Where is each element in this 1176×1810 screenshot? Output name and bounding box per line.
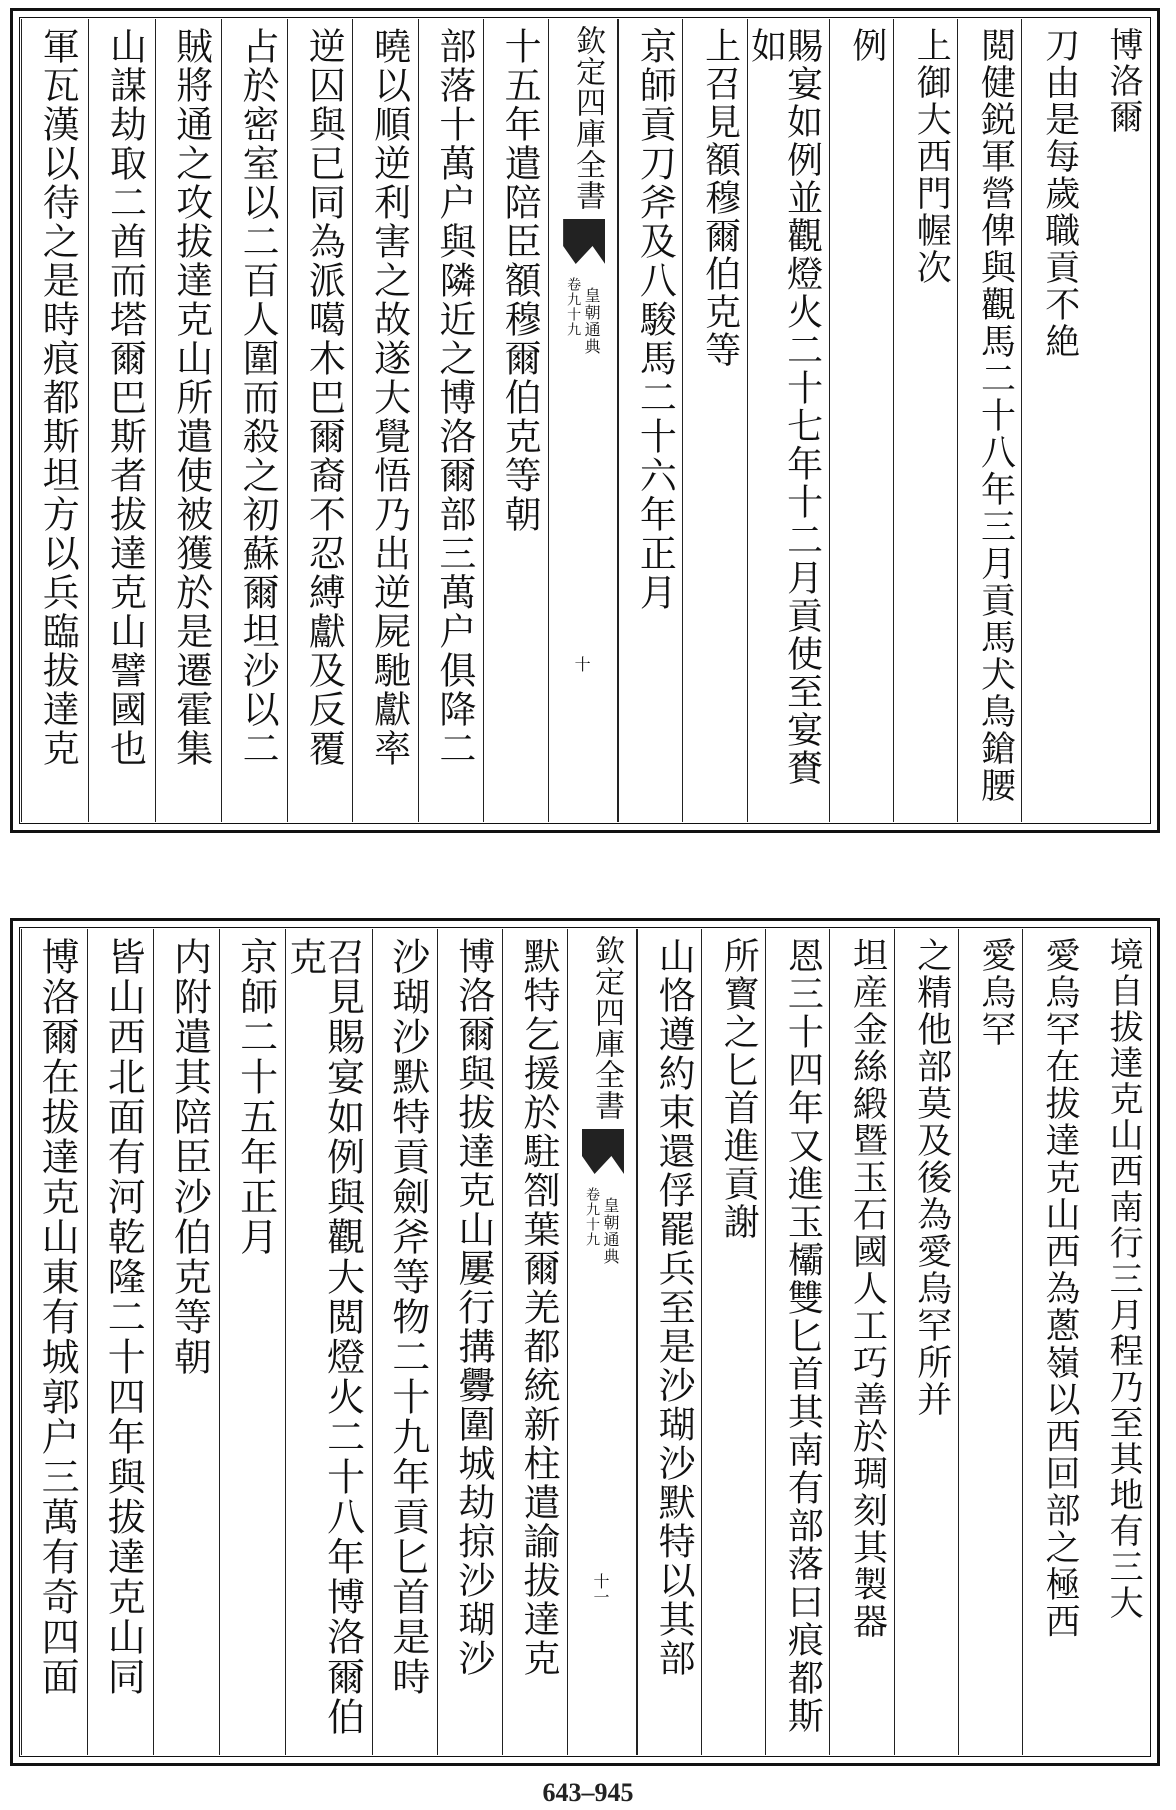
text-column: 博洛爾 — [1102, 27, 1143, 135]
text-column: 山謀劫取二酋而塔爾巴斯者拔達克山譬國也 — [88, 19, 154, 822]
text-column: 默特乞援於駐劄葉爾羌都統新柱遣諭拔達克 — [502, 929, 567, 1755]
text-column: 京師貢刀斧及八駿馬二十六年正月 — [618, 19, 682, 822]
text-column: 閲健鋭軍營俾與觀馬二十八年三月貢馬犬鳥鎗腰 — [957, 19, 1021, 822]
text-column: 京師二十五年正月 — [219, 929, 284, 1755]
text-column: 賜宴如例並觀燈火二十七年十二月貢使至宴賚如 — [747, 19, 829, 822]
text-column: 召見賜宴如例與觀大閲燈火二十八年博洛爾伯克 — [285, 929, 372, 1755]
text-column: 上召見額穆爾伯克等 — [682, 19, 746, 822]
text-column: 愛烏罕 — [958, 929, 1022, 1755]
folio-number: 十 — [572, 656, 592, 672]
fold-title: 欽定四庫全書 — [588, 935, 624, 1121]
text-column: 部落十萬户與隣近之博洛爾部三萬户俱降二 — [418, 19, 483, 822]
text-column: 皆山西北面有河乾隆二十四年與拔達克山同 — [87, 929, 153, 1755]
text-column: 境自拔達克山西南行三月程乃至其地有三大 — [1103, 937, 1144, 1621]
fold-title: 欽定四庫全書 — [570, 25, 606, 211]
text-column: 刀由是每歲職貢不絶 — [1021, 19, 1085, 822]
text-column: 所寳之匕首進貢謝 — [701, 929, 765, 1755]
top-page — [10, 8, 1160, 833]
center-fold — [548, 19, 618, 822]
text-column: 恩三十四年又進玉欛雙匕首其南有部落曰痕都斯 — [765, 929, 829, 1755]
bottom-page — [10, 918, 1160, 1766]
text-column: 内附遣其陪臣沙伯克等朝 — [153, 929, 219, 1755]
text-column: 十五年遣陪臣額穆爾伯克等朝 — [483, 19, 548, 822]
text-column: 博洛爾在拔達克山東有城郭户三萬有奇四面 — [21, 929, 87, 1755]
text-column: 逆囚與已同為派噶木巴爾裔不忍縛獻及反覆 — [287, 19, 352, 822]
text-column: 山恪遵約束還俘罷兵至是沙瑚沙默特以其部 — [637, 929, 701, 1755]
text-column: 上御大西門幄次 — [893, 19, 957, 822]
text-column: 例 — [829, 19, 893, 822]
fold-book-title: 皇朝通典 — [582, 287, 602, 355]
bottom-page-columns — [21, 929, 1149, 1755]
text-column: 賊將通之攻拔達克山所遣使被獲於是遷霍集 — [155, 19, 221, 822]
fishtail-mark — [582, 1129, 624, 1174]
page-number-footer: 643–945 — [542, 1778, 634, 1807]
top-page-columns — [21, 19, 1149, 822]
text-column: 愛烏罕在拔達克山西為蔥嶺以西回部之極西 — [1022, 929, 1086, 1755]
text-column: 博洛爾與拔達克山屢行搆釁圍城劫掠沙瑚沙 — [437, 929, 502, 1755]
fishtail-mark — [563, 219, 605, 264]
center-fold — [567, 929, 637, 1755]
text-column: 沙瑚沙默特貢劍斧等物二十九年貢匕首是時 — [372, 929, 437, 1755]
fold-juan: 卷九十九 — [565, 277, 582, 337]
fold-juan: 卷九十九 — [583, 1187, 600, 1247]
text-column: 之精他部莫及後為愛烏罕所并 — [894, 929, 958, 1755]
text-column: 坦産金絲緞暨玉石國人工巧善於琱刻其製器 — [829, 929, 893, 1755]
fold-book-title: 皇朝通典 — [600, 1197, 620, 1265]
text-column: 曉以順逆利害之故遂大覺悟乃出逆屍馳獻率 — [352, 19, 417, 822]
text-column: 軍瓦漢以待之是時痕都斯坦方以兵臨拔達克 — [21, 19, 88, 822]
folio-number: 十一 — [590, 1573, 610, 1605]
text-column: 占於密室以二百人圍而殺之初蘇爾坦沙以二 — [221, 19, 287, 822]
